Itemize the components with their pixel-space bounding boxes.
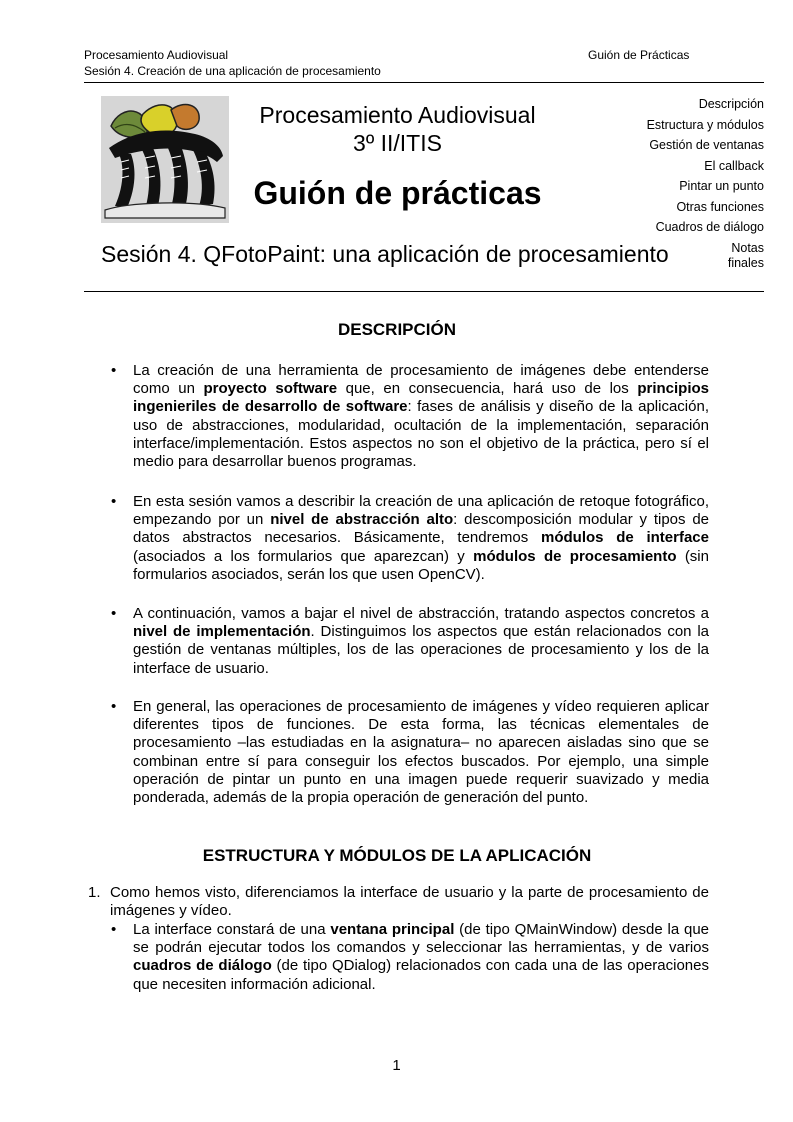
nav-link-notas-finales-line2: finales [727, 255, 764, 270]
text-run: La interface constará de una [133, 921, 331, 938]
title-rule [84, 291, 764, 292]
paragraph-descripcion-2 [133, 493, 709, 584]
emphasis-principios-ingenieriles: principios ingenieriles de desarrollo de software [133, 380, 709, 416]
numbered-item-1: Como hemos visto, diferenciamos la interface de usuario y la parte de procesamiento de imágenes y vídeo. [110, 884, 709, 920]
emphasis-nivel-abstraccion: nivel de abstracción alto [270, 511, 454, 529]
nav-link-notas-finales[interactable] [647, 241, 764, 271]
text-run: que, en consecuencia, hará uso de los [337, 380, 638, 398]
section-nav [647, 96, 764, 271]
bullet-glyph: • [111, 698, 117, 715]
emphasis-ventana-principal: ventana principal [330, 921, 455, 938]
nav-link-callback[interactable]: El callback [704, 158, 764, 173]
section-heading-estructura: ESTRUCTURA Y MÓDULOS DE LA APLICACIÓN [202, 846, 592, 865]
bullet-glyph: • [111, 493, 117, 510]
bullet-glyph: • [111, 921, 117, 938]
nav-link-pintar-punto[interactable]: Pintar un punto [679, 179, 764, 193]
list-number: 1. [88, 884, 101, 901]
nav-link-descripcion[interactable]: Descripción [698, 97, 764, 111]
logo-illustration-icon [101, 96, 229, 223]
paragraph-descripcion-4: En general, las operaciones de procesamiento de imágenes y vídeo requieren aplicar diferentes tipos de funciones. De esta forma, las técnicas elementales de procesamiento –las estudiadas en la asignatura– no aparecen aisladas sino que se combinan entre sí para conseguir los efectos buscados. Por ejemplo, una simple operación de pintar un punto en una imagen puede requerir suavizado y media ponderada, además de la propia operación de generación del punto. [133, 698, 709, 807]
session-title: Sesión 4. QFotoPaint: una aplicación de procesamiento [101, 241, 669, 267]
emphasis-modulos-procesamiento: módulos de procesamiento [473, 547, 677, 565]
paragraph-descripcion-1 [133, 362, 709, 471]
text-run: (de tipo QDialog) relacionados con cada una de las operaciones que necesiten información adicional. [133, 957, 709, 993]
course-logo [101, 96, 229, 223]
header-doc-type: Guión de Prácticas [588, 48, 690, 62]
text-run: La creación de una herramienta de procesamiento de imágenes debe entenderse como un [133, 362, 709, 398]
header-course: Procesamiento Audiovisual [84, 48, 229, 62]
course-level: 3º II/ITIS [353, 130, 442, 156]
text-run: : descomposición modular y tipos de datos abstractos necesarios. Básicamente, tendremos [133, 511, 709, 547]
text-run: . Distinguimos los aspectos que están relacionados con la gestión de ventanas múltiples, los de las operaciones de procesamiento y los de la interface de usuario. [133, 623, 709, 677]
text-run: En esta sesión vamos a describir la creación de una aplicación de retoque fotográfico, empezando por un [133, 493, 709, 529]
emphasis-nivel-implementacion: nivel de implementación [133, 623, 311, 641]
sub-item-interface [133, 921, 709, 994]
nav-link-estructura[interactable]: Estructura y módulos [646, 117, 764, 132]
bullet-glyph: • [111, 362, 117, 379]
section-heading-descripcion: DESCRIPCIÓN [337, 320, 457, 339]
header-session: Sesión 4. Creación de una aplicación de procesamiento [84, 64, 381, 78]
text-run: (sin formularios asociados, serán los que usen OpenCV). [133, 547, 709, 583]
text-run: : fases de análisis y diseño de la aplicación, uso de abstracciones, modularidad, ocultación de la implementación, separación interface/implementación. Estos aspectos no son el objetivo de la práctica, pero sí el medio para desarrollar buenos programas. [133, 398, 709, 471]
emphasis-proyecto-software: proyecto software [203, 380, 338, 398]
text-run: A continuación, vamos a bajar el nivel de abstracción, tratando aspectos concretos a [133, 605, 709, 622]
text-run: (de tipo QMainWindow) desde la que se podrán ejecutar todos los comandos y seleccionar las herramientas, y de varios [133, 921, 710, 957]
paragraph-descripcion-3 [133, 605, 709, 678]
header-rule [84, 82, 764, 83]
nav-link-notas-finales-line1: Notas [731, 240, 764, 255]
bullet-glyph: • [111, 605, 117, 622]
nav-link-otras-funciones[interactable]: Otras funciones [676, 199, 764, 214]
document-title: Guión de prácticas [253, 175, 542, 211]
page-number: 1 [392, 1057, 401, 1074]
nav-link-gestion-ventanas[interactable]: Gestión de ventanas [649, 138, 764, 152]
text-run: (asociados a los formularios que aparezcan) y [133, 547, 474, 565]
nav-link-cuadros-dialogo[interactable]: Cuadros de diálogo [655, 220, 764, 234]
course-title: Procesamiento Audiovisual [259, 102, 536, 128]
emphasis-cuadros-dialogo: cuadros de diálogo [133, 957, 272, 975]
emphasis-modulos-interface: módulos de interface [541, 529, 709, 547]
